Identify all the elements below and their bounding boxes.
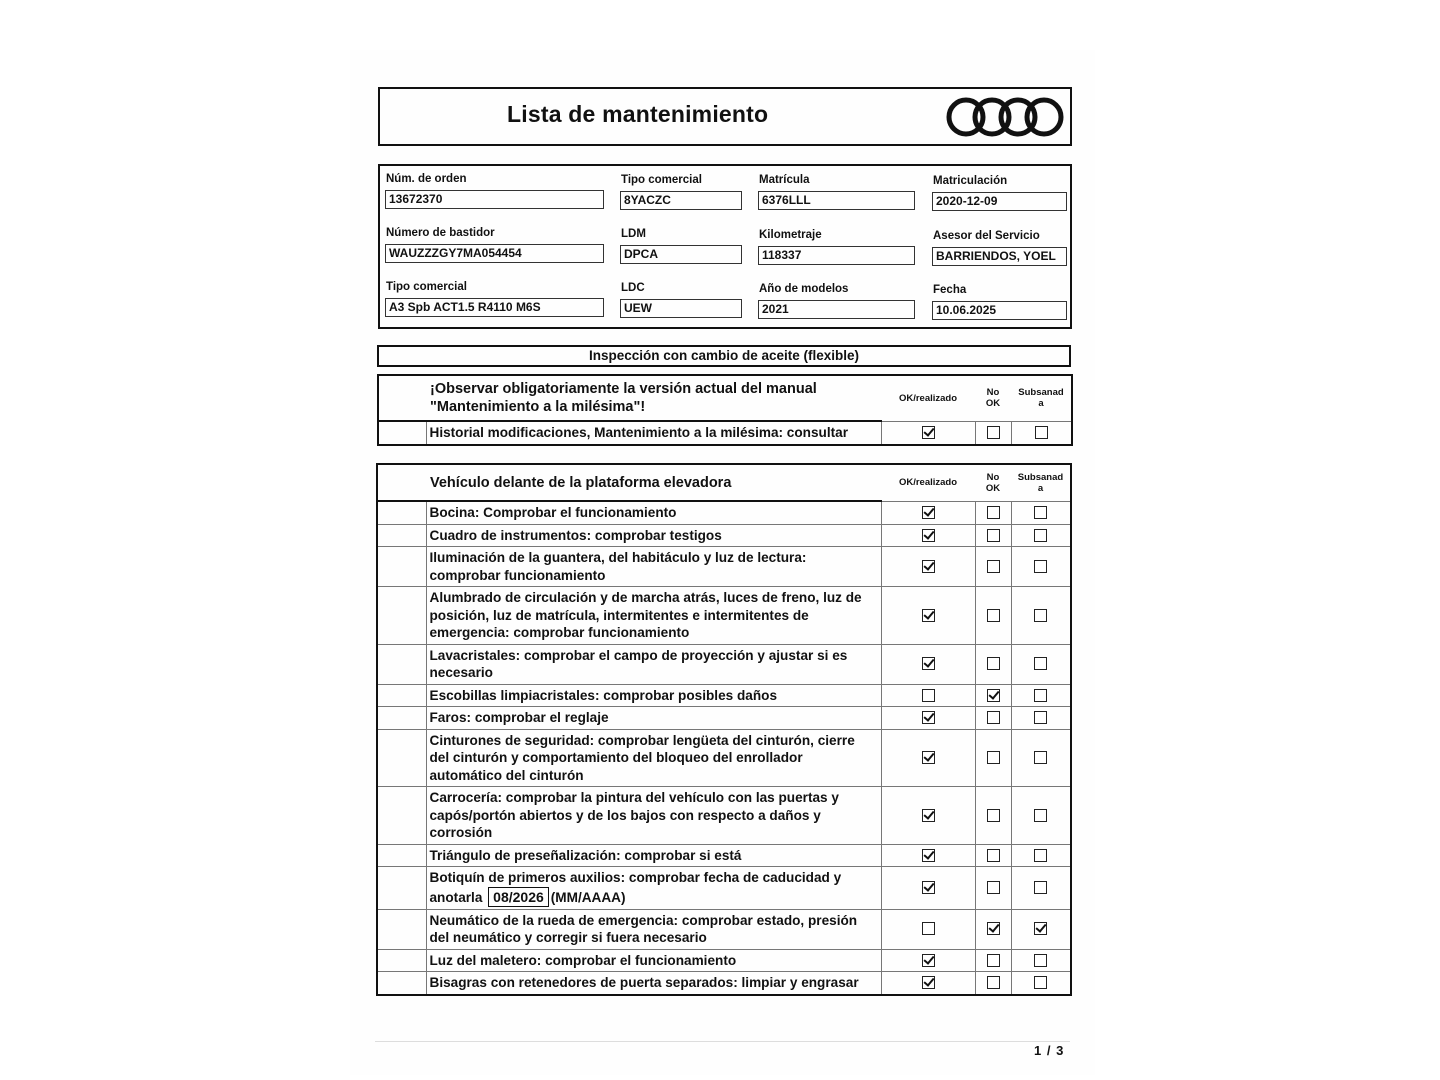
subsanada-checkbox[interactable]: [1034, 560, 1047, 573]
tipo-comercial-2-label: Tipo comercial: [386, 281, 467, 293]
vehicle-item-text: Cuadro de instrumentos: comprobar testigos: [426, 524, 881, 547]
no-ok-checkbox[interactable]: [987, 809, 1000, 822]
ok-checkbox[interactable]: [922, 426, 935, 439]
vehicle-item-text: Alumbrado de circulación y de marcha atrás, luces de freno, luz de posición, luz de matrícula, intermitentes e intermitentes de emergencia: comprobar funcionamiento: [426, 587, 881, 645]
subsanada-checkbox[interactable]: [1034, 609, 1047, 622]
ok-checkbox[interactable]: [922, 560, 935, 573]
no-ok-checkbox[interactable]: [987, 426, 1000, 439]
matricula-label: Matrícula: [759, 174, 810, 186]
ok-checkbox[interactable]: [922, 922, 935, 935]
vehicle-table-body: [377, 501, 1071, 995]
vehicle-item-text: Triángulo de preseñalización: comprobar si está: [426, 844, 881, 867]
subsanada-checkbox[interactable]: [1034, 529, 1047, 542]
vehicle-item-text: Neumático de la rueda de emergencia: comprobar estado, presión del neumático y corregir si fuera necesario: [426, 909, 881, 949]
order-info-box: [378, 164, 1072, 329]
kilometraje-field[interactable]: 118337: [758, 246, 915, 265]
ok-checkbox[interactable]: [922, 689, 935, 702]
vehicle-row: [377, 524, 1071, 547]
ano-modelos-field[interactable]: 2021: [758, 300, 915, 319]
vehicle-row: [377, 787, 1071, 845]
vehicle-heading: Vehículo delante de la plataforma elevadora: [426, 464, 881, 501]
ok-checkbox[interactable]: [922, 954, 935, 967]
no-ok-checkbox[interactable]: [987, 751, 1000, 764]
col-ok-header: OK/realizado: [898, 392, 958, 404]
col-no-ok-header: No OK: [985, 471, 1001, 494]
notice-heading-line2: "Mantenimiento a la milésima"!: [430, 399, 646, 415]
notice-heading-line1: ¡Observar obligatoriamente la versión actual del manual: [430, 381, 817, 397]
subsanada-checkbox[interactable]: [1034, 657, 1047, 670]
tipo-comercial-field[interactable]: 8YACZC: [620, 191, 742, 210]
ano-modelos-label: Año de modelos: [759, 283, 849, 295]
subsanada-checkbox[interactable]: [1034, 954, 1047, 967]
ok-checkbox[interactable]: [922, 609, 935, 622]
vehicle-item-text: Botiquín de primeros auxilios: comprobar fecha de caducidad y anotarla 08/2026 (MM/AAAA): [426, 867, 881, 910]
no-ok-checkbox[interactable]: [987, 506, 1000, 519]
notice-row: [378, 421, 1072, 445]
vehicle-item-text: Luz del maletero: comprobar el funcionamiento: [426, 949, 881, 972]
ok-checkbox[interactable]: [922, 657, 935, 670]
ok-checkbox[interactable]: [922, 809, 935, 822]
ok-checkbox[interactable]: [922, 849, 935, 862]
page-number: 1 / 3: [1034, 1043, 1065, 1058]
vehicle-table: [376, 463, 1072, 996]
asesor-field[interactable]: BARRIENDOS, YOEL: [932, 247, 1067, 266]
fecha-label: Fecha: [933, 284, 967, 296]
subsanada-checkbox[interactable]: [1034, 809, 1047, 822]
vehicle-row: [377, 707, 1071, 730]
vehicle-row: [377, 844, 1071, 867]
vehicle-row: [377, 729, 1071, 787]
notice-table-header: [378, 375, 1072, 421]
vehicle-row: [377, 684, 1071, 707]
notice-item-text: Historial modificaciones, Mantenimiento a la milésima: consultar: [426, 421, 881, 445]
notice-table-body: [378, 421, 1072, 445]
subsanada-checkbox[interactable]: [1034, 751, 1047, 764]
matricula-field[interactable]: 6376LLL: [758, 191, 915, 210]
vehicle-item-text: Carrocería: comprobar la pintura del vehículo con las puertas y capós/portón abiertos y de los bajos con respecto a daños y corrosión: [426, 787, 881, 845]
audi-rings-logo: [946, 95, 1064, 139]
no-ok-checkbox[interactable]: [987, 954, 1000, 967]
subsanada-checkbox[interactable]: [1035, 426, 1048, 439]
vehicle-row: [377, 644, 1071, 684]
vehicle-item-text: Faros: comprobar el reglaje: [426, 707, 881, 730]
subsanada-checkbox[interactable]: [1034, 506, 1047, 519]
kilometraje-label: Kilometraje: [759, 229, 822, 241]
section-header-box: [377, 345, 1071, 367]
no-ok-checkbox[interactable]: [987, 881, 1000, 894]
ldm-field[interactable]: DPCA: [620, 245, 742, 264]
col-no-ok-header: No OK: [985, 387, 1001, 410]
vehicle-row: [377, 949, 1071, 972]
vehicle-item-text: Bocina: Comprobar el funcionamiento: [426, 501, 881, 524]
ok-checkbox[interactable]: [922, 751, 935, 764]
subsanada-checkbox[interactable]: [1034, 881, 1047, 894]
tipo-comercial-label: Tipo comercial: [621, 174, 702, 186]
ok-checkbox[interactable]: [922, 881, 935, 894]
tipo-comercial-2-field[interactable]: A3 Spb ACT1.5 R4110 M6S: [385, 298, 604, 317]
no-ok-checkbox[interactable]: [987, 609, 1000, 622]
orden-field[interactable]: 13672370: [385, 190, 604, 209]
ok-checkbox[interactable]: [922, 529, 935, 542]
notice-heading: [426, 375, 881, 421]
expiry-date-field[interactable]: 08/2026: [488, 887, 549, 907]
no-ok-checkbox[interactable]: [987, 976, 1000, 989]
vehicle-item-text: Iluminación de la guantera, del habitáculo y luz de lectura: comprobar funcionamiento: [426, 547, 881, 587]
document-title: Lista de mantenimiento: [507, 101, 769, 127]
no-ok-checkbox[interactable]: [987, 529, 1000, 542]
date-format-hint: (MM/AAAA): [550, 889, 626, 905]
vehicle-row: [377, 909, 1071, 949]
ok-checkbox[interactable]: [922, 506, 935, 519]
no-ok-checkbox[interactable]: [987, 560, 1000, 573]
no-ok-checkbox[interactable]: [987, 689, 1000, 702]
no-ok-checkbox[interactable]: [987, 849, 1000, 862]
vehicle-row: [377, 547, 1071, 587]
vehicle-item-text: Bisagras con retenedores de puerta separados: limpiar y engrasar: [426, 972, 881, 995]
ok-checkbox[interactable]: [922, 976, 935, 989]
fecha-field[interactable]: 10.06.2025: [932, 301, 1067, 320]
footer-divider: [375, 1041, 1070, 1042]
ldc-field[interactable]: UEW: [620, 299, 742, 318]
vehicle-item-text: Cinturones de seguridad: comprobar lengüeta del cinturón, cierre del cinturón y comportamiento del bloqueo del enrollador automático del cinturón: [426, 729, 881, 787]
vehicle-row: [377, 972, 1071, 995]
title-box: [378, 87, 1072, 146]
col-subsanada-header: Subsanad a: [1018, 387, 1064, 410]
subsanada-checkbox[interactable]: [1034, 711, 1047, 724]
no-ok-checkbox[interactable]: [987, 922, 1000, 935]
ldm-label: LDM: [621, 228, 646, 240]
matriculacion-field[interactable]: 2020-12-09: [932, 192, 1067, 211]
col-subsanada-header: Subsanad a: [1017, 471, 1064, 494]
vehicle-row: [377, 587, 1071, 645]
vehicle-row: [377, 501, 1071, 524]
notice-table: [377, 374, 1073, 446]
subsanada-checkbox[interactable]: [1034, 922, 1047, 935]
asesor-label: Asesor del Servicio: [933, 230, 1040, 242]
subsanada-checkbox[interactable]: [1034, 849, 1047, 862]
bastidor-field[interactable]: WAUZZZGY7MA054454: [385, 244, 604, 263]
no-ok-checkbox[interactable]: [987, 657, 1000, 670]
no-ok-checkbox[interactable]: [987, 711, 1000, 724]
orden-label: Núm. de orden: [386, 173, 467, 185]
subsanada-checkbox[interactable]: [1034, 976, 1047, 989]
vehicle-table-header: [377, 464, 1071, 501]
bastidor-label: Número de bastidor: [386, 227, 495, 239]
matriculacion-label: Matriculación: [933, 175, 1008, 187]
section-title: Inspección con cambio de aceite (flexible): [588, 348, 860, 363]
col-ok-header: OK/realizado: [898, 477, 958, 489]
vehicle-item-text: Escobillas limpiacristales: comprobar posibles daños: [426, 684, 881, 707]
subsanada-checkbox[interactable]: [1034, 689, 1047, 702]
ldc-label: LDC: [621, 282, 645, 294]
vehicle-item-text: Lavacristales: comprobar el campo de proyección y ajustar si es necesario: [426, 644, 881, 684]
ok-checkbox[interactable]: [922, 711, 935, 724]
vehicle-row: [377, 867, 1071, 910]
